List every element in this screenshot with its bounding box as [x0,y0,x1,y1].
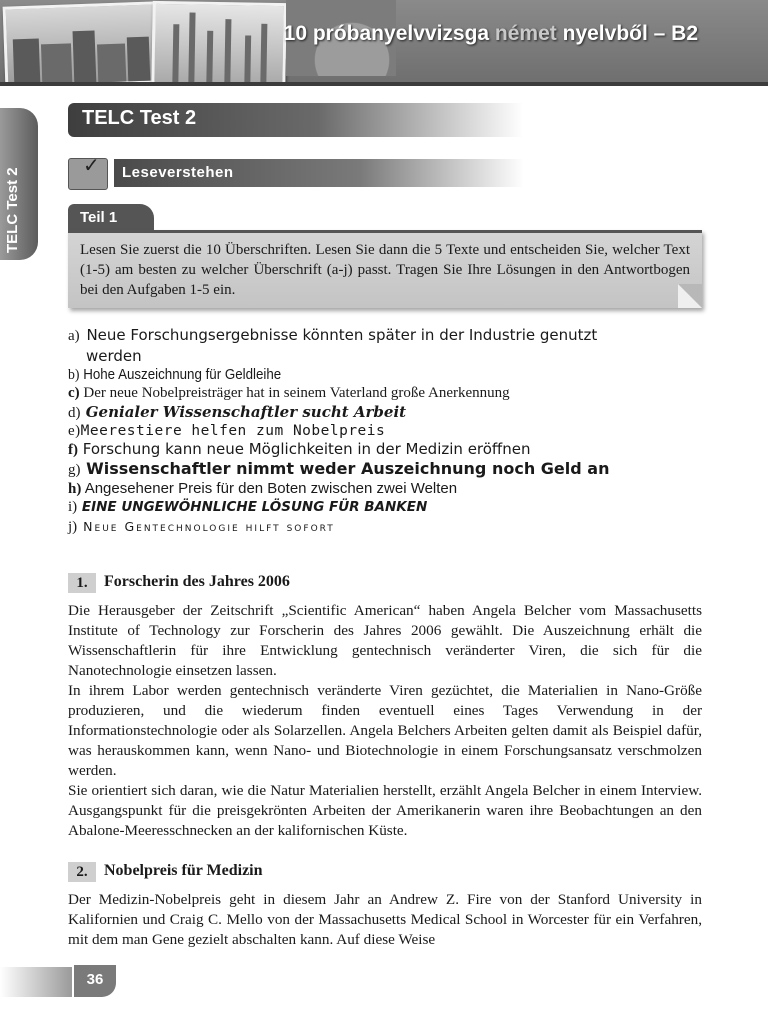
instruction-box [68,230,702,308]
cathedral-photo [151,1,286,86]
heading-b: b) Hohe Auszeichnung für Geldleihe [68,367,282,383]
side-tab-label: TELC Test 2 [4,167,21,253]
city-photo [3,1,160,86]
headings-list [68,325,708,536]
reading-checklist-icon [68,158,108,190]
section-title: Leseverstehen [122,164,234,181]
heading-f: f) Forschung kann neue Möglichkeiten in der Medizin eröffnen [68,440,531,458]
heading-j: j) Neue Gentechnologie hilft sofort [68,519,335,535]
teil-tab [68,204,154,232]
teil-label: Teil 1 [80,209,118,226]
heading-g: g) Wissenschaftler nimmt weder Auszeichnung noch Geld an [68,459,610,478]
instructions: Lesen Sie zuerst die 10 Überschriften. Lesen Sie dann die 5 Texte und entscheiden Sie, welcher Text (1-5) am besten zu welcher Überschrift (a-j) passt. Tragen Sie Ihre Lösungen in den Antwortbogen bei den Aufgaben 1-5 ein. [80,242,690,298]
page-number-tab [74,965,116,997]
text-2-number: 2. [68,862,96,882]
heading-c: c) Der neue Nobelpreisträger hat in seinem Vaterland große Anerkennung [68,385,510,401]
header-banner [0,0,768,86]
heading-e: e)Meerestiere helfen zum Nobelpreis [68,423,386,439]
heading-h: h) Angesehener Preis für den Boten zwischen zwei Welten [68,480,458,497]
text-2-paragraph-1: Der Medizin-Nobelpreis geht in diesem Jahr an Andrew Z. Fire von der Stanford University in Kalifornien und Craig C. Mello von der Massachusetts Medical School in Worcester für ein Verfahren, mit dem man Gene gezielt abschalten kann. Auf diese Weise [68,891,702,948]
page-curl [678,284,702,308]
heading-i: i) EINE UNGEWÖHNLICHE LÖSUNG FÜR BANKEN [68,499,428,515]
side-tab [0,108,38,260]
test-title-bar [68,103,523,137]
text-1-paragraph-2: In ihrem Labor werden gentechnisch veränderte Viren gezüchtet, die Materialien in Nano-Größe produzieren, und die wiederum finden eventuell eines Tages Verwendung in der Informationstechnologie oder als Solarzellen. Angela Belchers Arbeiten gelten damit als Beispiel dafür, was herauskommen kann, wenn Nano- und Biotechnologie in einem Forschungsansatz verschmolzen werden. [68,682,702,779]
text-1-number: 1. [68,573,96,593]
text-1-paragraph-1: Die Herausgeber der Zeitschrift „Scientific American“ haben Angela Belcher vom Massachusetts Institute of Technology zur Forscherin des Jahres 2006 gewählt. Die Auszeichnung erhält die Wissenschaftlerin für ihre Entwicklung gentechnisch veränderter Viren, die sich für die Nanotechnologie einsetzen lassen. [68,602,702,679]
text-1-title: Forscherin des Jahres 2006 [104,573,290,590]
heading-d: d) Genialer Wissenschaftler sucht Arbeit [68,403,407,421]
page-number: 36 [86,971,104,988]
heading-a: a) Neue Forschungsergebnisse könnten später in der Industrie genutzt werden [68,326,598,365]
test-title: TELC Test 2 [82,107,197,129]
banner-divider [0,82,768,86]
banner-title: 10 próbanyelvvizsga német nyelvből – B2 [283,22,698,45]
section-title-bar [114,159,524,187]
text-2-title: Nobelpreis für Medizin [104,862,263,879]
footer-bar [0,967,72,997]
text-1-paragraph-3: Sie orientiert sich daran, wie die Natur Materialien herstellt, erzählt Angela Belcher in einem Interview. Ausgangspunkt für die preisgekrönten Arbeiten der Amerikanerin waren ihre Beobachtungen an den Abalone-Meeresschnecken an der kalifornischen Küste. [68,782,702,839]
